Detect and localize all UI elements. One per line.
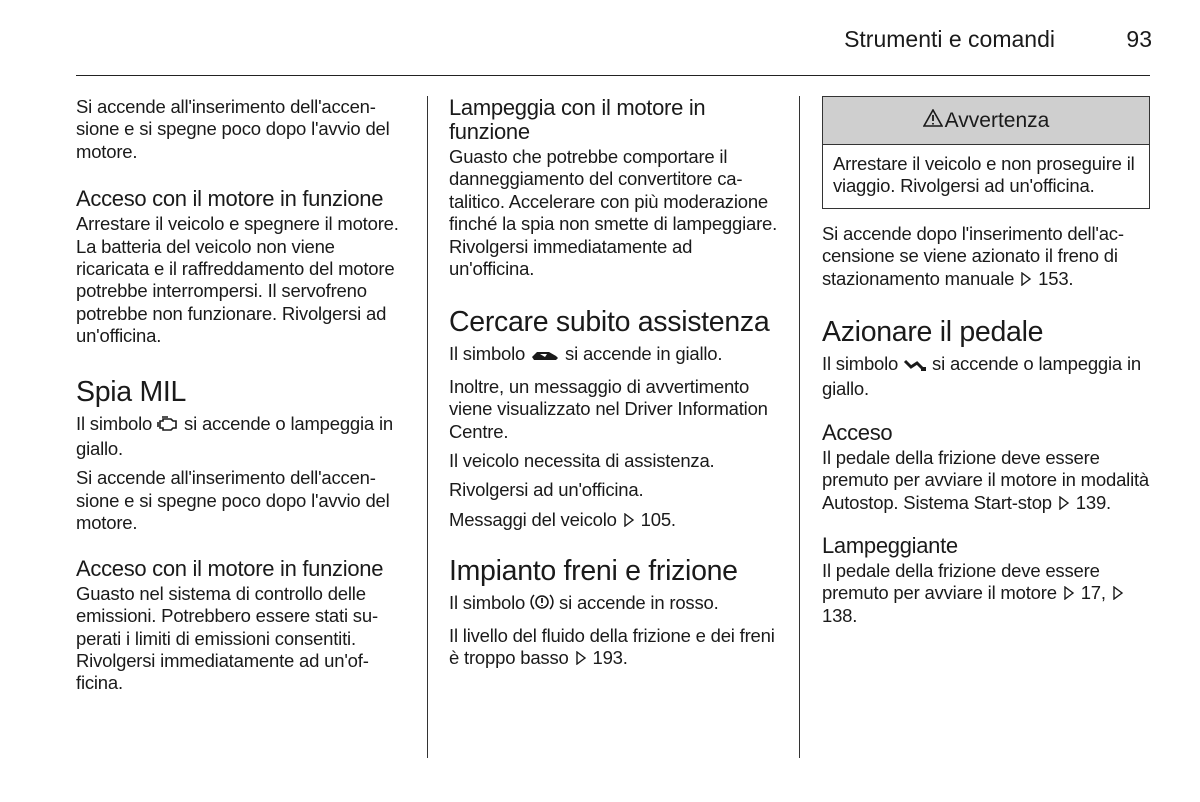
on-text-b: 139.	[1075, 491, 1111, 513]
brake-p1-b: si accende in rosso.	[559, 592, 719, 614]
on-paragraph	[822, 447, 1152, 514]
brake-warning-icon	[530, 592, 554, 617]
service-p5-a: Messaggi del veicolo	[449, 508, 617, 530]
subsection-title-blinking: Lampeggiante	[822, 533, 958, 559]
column-1	[76, 96, 406, 695]
blink-text-c: 138.	[822, 604, 858, 626]
page-reference-icon	[1111, 582, 1125, 604]
section-title-mil: Spia MIL	[76, 375, 187, 408]
warning-body	[823, 145, 1149, 208]
brake-paragraph-2	[449, 625, 779, 670]
blink-text-a: Il pedale della frizione deve essere premuto per avviare il motore	[822, 560, 1100, 604]
park-brake-paragraph	[822, 223, 1152, 290]
subsection-title-on-running: Acceso con il motore in funzione	[76, 186, 384, 212]
subsection-text-flashing: Guasto che potrebbe comportare il danneggiamento del convertitore catalitico. Accelerare con più moderazione finché la spia non smette di lampeggiare. Rivolgersi immediatamente ad un'officina.	[449, 146, 778, 280]
warning-title: Avvertenza	[944, 108, 1050, 132]
page-number: 93	[1126, 26, 1152, 52]
page-reference-icon	[574, 647, 588, 669]
service-car-icon	[530, 346, 560, 368]
service-paragraph-1	[449, 343, 779, 368]
column-2	[449, 96, 779, 677]
service-paragraph-5	[449, 509, 779, 531]
column-divider-1	[427, 96, 428, 758]
warning-triangle-icon	[923, 109, 943, 133]
mil-p1-a: Il simbolo	[76, 412, 153, 434]
subsection-title-on: Acceso	[822, 419, 893, 445]
service-p5-b: 105.	[640, 508, 676, 530]
header-rule	[76, 75, 1150, 76]
subsection-title-on-running-2: Acceso con il motore in funzione	[76, 555, 384, 581]
pedal-paragraph-1	[822, 353, 1152, 401]
subsection-text-on-running: Arrestare il veicolo e spegnere il motore. La batteria del veicolo non viene ricaricata e il raffreddamento del motore potrebbe interrompersi. Il servofreno potrebbe non funzionare. Rivolgersi ad un'officina.	[76, 213, 399, 347]
mil-paragraph-2: Si accende all'inserimento dell'accensione e si spegne poco dopo l'avvio del motore.	[76, 467, 390, 534]
warning-header	[823, 97, 1149, 145]
section-title-service: Cercare subito assistenza	[449, 306, 770, 339]
page-reference-icon	[1019, 268, 1033, 290]
warning-text: Arrestare il veicolo e non proseguire il viaggio. Rivolgersi ad un'officina.	[833, 153, 1135, 197]
column-3	[822, 96, 1152, 627]
mil-p1-b: si accende o lampeggia in giallo.	[76, 412, 393, 460]
subsection-title-flashing: Lampeggia con il motore in funzione	[449, 95, 706, 144]
on-text-a: Il pedale della frizione deve essere premuto per avviare il motore in modalità Autostop. Sistema Start-stop	[822, 446, 1150, 513]
page-reference-icon	[1062, 582, 1076, 604]
brake-paragraph-1	[449, 592, 779, 617]
pedal-p1-b: si accende o lampeggia in giallo.	[822, 353, 1141, 400]
section-title-pedal: Azionare il pedale	[822, 316, 1044, 349]
service-paragraph-3: Il veicolo necessita di assistenza.	[449, 450, 715, 472]
service-paragraph-2: Inoltre, un messaggio di avvertimento viene visualizzato nel Driver Information Centre.	[449, 375, 768, 442]
intro-paragraph: Si accende all'inserimento dell'accensione e si spegne poco dopo l'avvio del motore.	[76, 96, 390, 162]
warning-box	[822, 96, 1150, 209]
engine-check-icon	[157, 415, 179, 438]
service-paragraph-4: Rivolgersi ad un'officina.	[449, 479, 644, 501]
clutch-pedal-icon	[903, 356, 927, 378]
pedal-p1-a: Il simbolo	[822, 353, 899, 375]
mil-paragraph-1	[76, 413, 406, 461]
brake-p1-a: Il simbolo	[449, 592, 526, 614]
park-text-b: 153.	[1038, 267, 1074, 289]
page-reference-icon	[622, 509, 636, 531]
service-p1-b: si accende in giallo.	[565, 343, 723, 365]
page-reference-icon	[1057, 492, 1071, 514]
column-divider-2	[799, 96, 800, 758]
subsection-text-emissions: Guasto nel sistema di controllo delle emissioni. Potrebbero essere stati superati i limiti di emissioni consentiti. Rivolgersi immediatamente ad un'officina.	[76, 582, 379, 694]
brake-p2-b: 193.	[592, 647, 628, 669]
brake-p2-a: Il livello del fluido della frizione e dei freni è troppo basso	[449, 624, 775, 669]
blink-paragraph	[822, 560, 1152, 627]
section-title-brakes: Impianto freni e frizione	[449, 555, 738, 588]
blink-text-b: 17,	[1080, 582, 1106, 604]
park-text-a: Si accende dopo l'inserimento dell'accensione se viene azionato il freno di stazionamento manuale	[822, 222, 1125, 289]
service-p1-a: Il simbolo	[449, 343, 526, 365]
page-header-section: Strumenti e comandi	[844, 26, 1055, 52]
